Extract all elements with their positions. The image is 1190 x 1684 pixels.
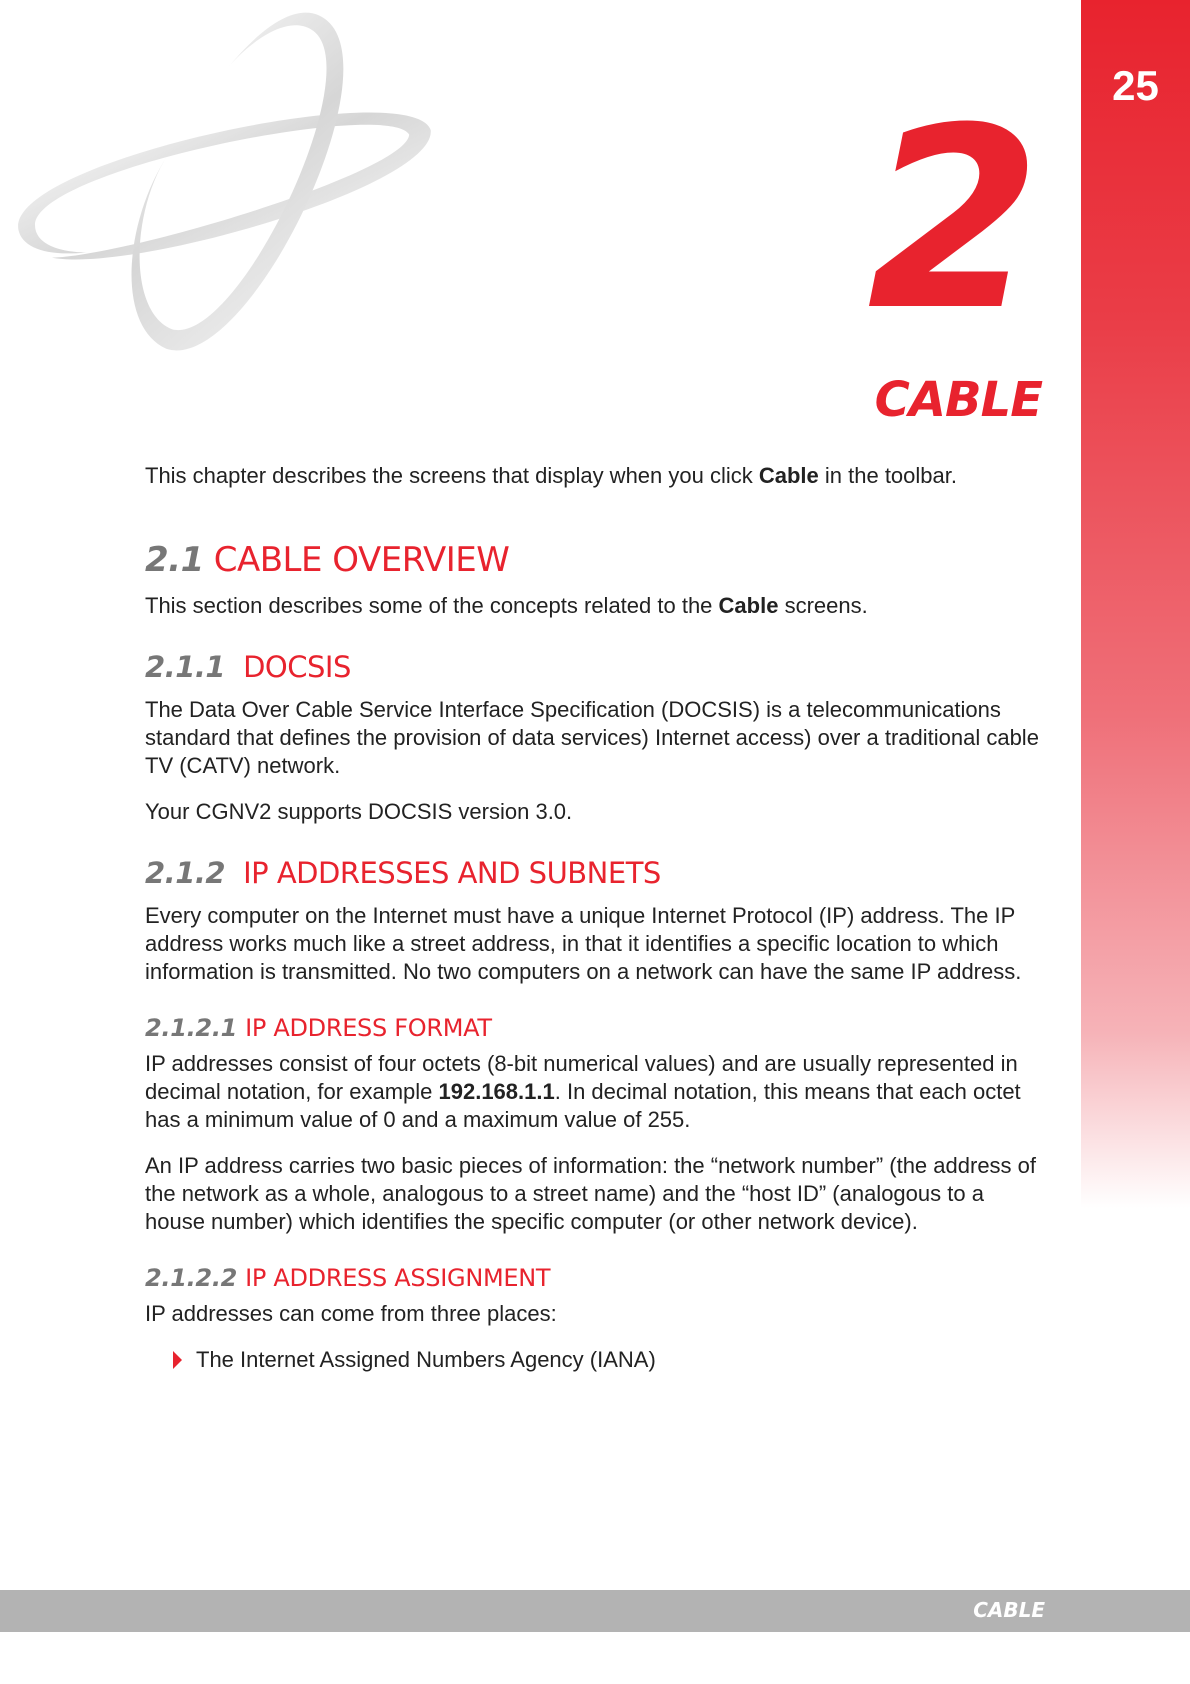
triangle-bullet-icon <box>173 1351 182 1369</box>
list-item: The Internet Assigned Numbers Agency (IANA) <box>173 1346 1045 1374</box>
section-heading-2-1-2-1 <box>145 1014 1045 1042</box>
section-number: 2.1.2 <box>145 856 226 890</box>
docsis-paragraph-2: Your CGNV2 supports DOCSIS version 3.0. <box>145 799 573 824</box>
section-number: 2.1.2.2 <box>145 1264 238 1292</box>
section-title: IP ADDRESS FORMAT <box>245 1014 492 1042</box>
docsis-paragraph-1: The Data Over Cable Service Interface Specification (DOCSIS) is a telecommunications standard that defines the provision of data services) Internet access) over a traditional cable TV (CATV) network. <box>145 697 1039 778</box>
section-number: 2.1.1 <box>145 650 226 684</box>
ip-source-list <box>145 1346 1045 1374</box>
section-heading-2-1 <box>145 540 1045 580</box>
ip-assignment-paragraph: IP addresses can come from three places: <box>145 1301 557 1326</box>
page-number: 25 <box>1112 62 1159 109</box>
ip-addresses-paragraph: Every computer on the Internet must have a unique Internet Protocol (IP) address. The IP address works much like a street address, in that it identifies a specific location to which information is transmitted. No two computers on a network can have the same IP address. <box>145 903 1022 984</box>
footer-label: CABLE <box>973 1598 1045 1622</box>
section-heading-2-1-2-2 <box>145 1264 1045 1292</box>
intro-paragraph: This chapter describes the screens that display when you click Cable in the toolbar. <box>145 463 957 488</box>
section-number: 2.1.2.1 <box>145 1014 238 1042</box>
ip-format-paragraph-1: IP addresses consist of four octets (8-bit numerical values) and are usually represented in decimal notation, for example 192.168.1.1. In decimal notation, this means that each octet has a minimum value of 0 and a maximum value of 255. <box>145 1051 1021 1132</box>
ip-format-paragraph-2: An IP address carries two basic pieces of information: the “network number” (the address of the network as a whole, analogous to a street name) and the “host ID” (analogous to a house number) which identifies the specific computer (or other network device). <box>145 1153 1037 1234</box>
chapter-number: 2 <box>867 74 1035 365</box>
page-content <box>145 462 1045 1374</box>
section-title: DOCSIS <box>243 650 351 684</box>
section-number: 2.1 <box>145 540 204 580</box>
section-heading-2-1-1 <box>145 650 1045 684</box>
orbit-logo-icon <box>0 0 450 370</box>
section-title: IP ADDRESSES AND SUBNETS <box>243 856 661 890</box>
section-2-1-body: This section describes some of the concepts related to the Cable screens. <box>145 593 868 618</box>
section-title: IP ADDRESS ASSIGNMENT <box>245 1264 551 1292</box>
section-title: CABLE OVERVIEW <box>213 540 510 580</box>
chapter-sidebar <box>1081 0 1190 1590</box>
chapter-title: CABLE <box>874 372 1042 428</box>
section-heading-2-1-2 <box>145 856 1045 890</box>
